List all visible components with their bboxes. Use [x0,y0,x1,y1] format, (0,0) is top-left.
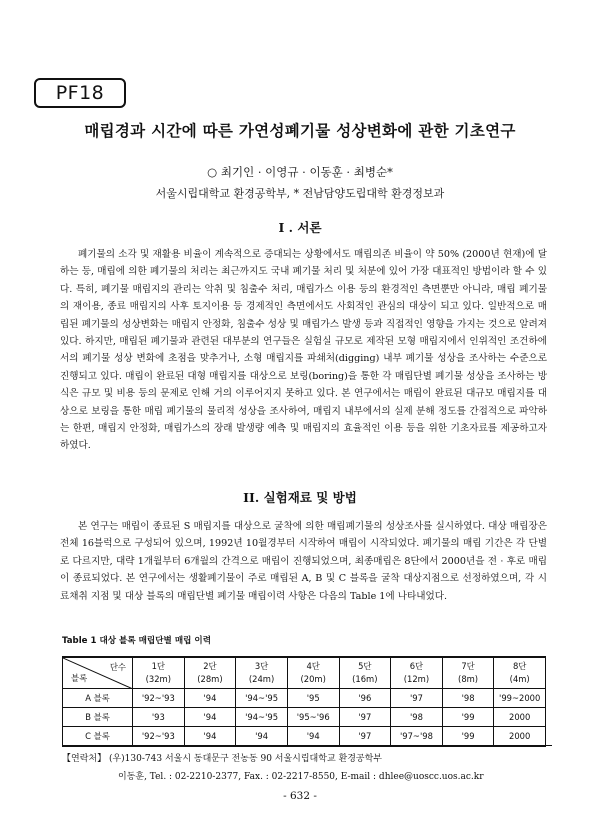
table-cell: '94~'95 [236,708,288,727]
stage-label: 6단 [409,661,424,671]
table-cell: '96 [339,689,391,708]
corner-bottom-label: 블록 [71,673,88,683]
stage-depth: (20m) [300,674,326,684]
introduction-paragraph: 폐기물의 소각 및 재활용 비율이 계속적으로 증대되는 상황에서도 매립의존 비율이 약 50% (2000년 현재)에 달하는 등, 매립에 의한 폐기물의 처리는 최근까지도 국내 폐기물 처리 및 처분에 있어 가장 대표적인 방법이라 할 수 있다. 특히, 폐기물 매립지의 관리는 악취 및 침출수 처리, 매립가스 이용 등의 환경적인 측면뿐만 아니라, 매립 폐기물의 재이용, 종료 매립지의 사후 토지이용 등 경제적인 측면에서도 사회적인 관심의 대상이 되고 있다. 일반적으로 매립된 폐기물의 성상변화는 매립지 안정화, 침출수 성상 및 매립가스 발생 등과 직접적인 영향을 가지는 것으로 알려져 있다. 하지만, 매립된 폐기물과 관련된 대부분의 연구들은 실험실 규모로 제작된 모형 매립지에서 인위적인 조건하에서의 폐기물 성상 변화에 초점을 맞추거나, 소형 매립지를 파쇄처(digging) 내부 폐기물 성상을 조사하는 수준으로 진행되고 있다. 매립이 완료된 대형 매립지를 대상으로 보링(boring)을 통한 각 매립단별 폐기물 성상을 조사하는 방식은 규모 및 비용 등의 문제로 인해 거의 이루어지지 못하고 있다. 본 연구에서는 매립이 완료된 대규모 매립지를 대상으로 보링을 통한 매립 폐기물의 물리적 성상을 조사하여, 매립지 내부에서의 실제 분해 정도를 간접적으로 파악하는 한편, 매립지 안정화, 매립가스의 장래 발생량 예측 및 매립지의 효율적인 이용 등을 위한 기초자료를 제공하고자 하였다. [60,249,548,452]
stage-depth: (32m) [145,674,171,684]
stage-label: 7단 [461,661,475,671]
table-header-row [63,657,546,689]
column-header-stage-1 [133,657,185,689]
table-cell: 2000 [494,708,546,727]
table-cell: '94~'95 [236,689,288,708]
table-caption: Table 1 대상 블록 매립단별 매립 이력 [62,636,212,646]
stage-label: 3단 [254,661,269,671]
stage-label: 2단 [203,661,217,671]
table-cell: '94 [184,708,236,727]
table-cell: '99 [442,708,494,727]
stage-label: 8단 [512,661,527,671]
block-name-cell: C 블록 [63,727,133,747]
contact-label: 【연락처】 [62,754,107,764]
column-header-stage-3 [236,657,288,689]
author-list: ○ 최기인 · 이영규 · 이동훈 · 최병순* [207,165,393,179]
stage-depth: (16m) [352,674,378,684]
section-heading-introduction: I . 서론 [278,220,322,235]
affiliation: 서울시립대학교 환경공학부, * 전남담양도립대학 환경정보과 [155,187,445,200]
stage-label: 1단 [151,661,166,671]
block-name-cell: A 블록 [63,689,133,708]
contact-address: (우)130-743 서울시 동대문구 전농동 90 서울시립대학교 환경공학부 [108,754,382,764]
column-header-stage-6 [391,657,443,689]
table-cell: '99~2000 [494,689,546,708]
table-cell: '94 [236,727,288,747]
burial-history-table [62,656,546,747]
table-cell: '97 [339,727,391,747]
table-row [63,727,546,747]
stage-label: 5단 [358,661,372,671]
table-cell: '94 [184,727,236,747]
table-cell: '92~'93 [133,689,185,708]
table-row [63,708,546,727]
table-cell: '95 [287,689,339,708]
stage-label: 4단 [306,661,320,671]
paper-title: 매립경과 시간에 따른 가연성폐기물 성상변화에 관한 기초연구 [84,121,516,140]
table-cell: '99 [442,727,494,747]
methods-paragraph: 본 연구는 매립이 종료된 S 매립지를 대상으로 굴착에 의한 매립폐기물의 성상조사를 실시하였다. 대상 매립장은 전체 16블럭으로 구성되어 있으며, 1992년 10월경부터 시작하여 매립이 시작되었다. 폐기물의 매립 기간은 각 단별로 다르지만, 대략 1개월부터 6개월의 간격으로 매립이 진행되었으며, 최종매립은 8단에서 2000년을 전 · 후로 매립이 종료되었다. 본 연구에서는 생활폐기물이 주로 매립된 A, B 및 C 블록을 굴착 대상지점으로 선정하였으며, 각 시료채취 지점 및 대상 블록의 매립단별 폐기물 매립이력 사항은 다음의 Table 1에 나타내었다. [60,521,547,602]
table-cell: '97~'98 [391,727,443,747]
stage-depth: (4m) [509,674,530,684]
corner-top-label: 단수 [109,662,126,672]
contact-phone-email: 이동훈, Tel. : 02-2210-2377, Fax. : 02-2217-8550, E-mail : dhlee@uoscc.uos.ac.kr [118,772,484,782]
column-header-stage-4 [287,657,339,689]
table-row [63,689,546,708]
stage-depth: (12m) [403,674,430,684]
table-corner-cell [63,657,133,689]
column-header-stage-8 [494,657,546,689]
column-header-stage-2 [184,657,236,689]
table-cell: '97 [339,708,391,727]
table-cell: 2000 [494,727,546,747]
page-number: - 632 - [283,790,317,802]
stage-depth: (24m) [248,674,275,684]
section-heading-methods: II. 실험재료 및 방법 [243,490,357,505]
table-cell: '95~'96 [287,708,339,727]
block-name-cell: B 블록 [63,708,133,727]
table-cell: '97 [391,689,443,708]
table-cell: '98 [391,708,443,727]
stage-depth: (28m) [197,674,223,684]
paper-code-box: PF18 [34,78,126,108]
contact-info [62,745,552,786]
column-header-stage-7 [442,657,494,689]
table-cell: '94 [287,727,339,747]
table-cell: '93 [133,708,185,727]
table-cell: '94 [184,689,236,708]
column-header-stage-5 [339,657,391,689]
table-cell: '98 [442,689,494,708]
table-cell: '92~'93 [133,727,185,747]
stage-depth: (8m) [458,674,479,684]
